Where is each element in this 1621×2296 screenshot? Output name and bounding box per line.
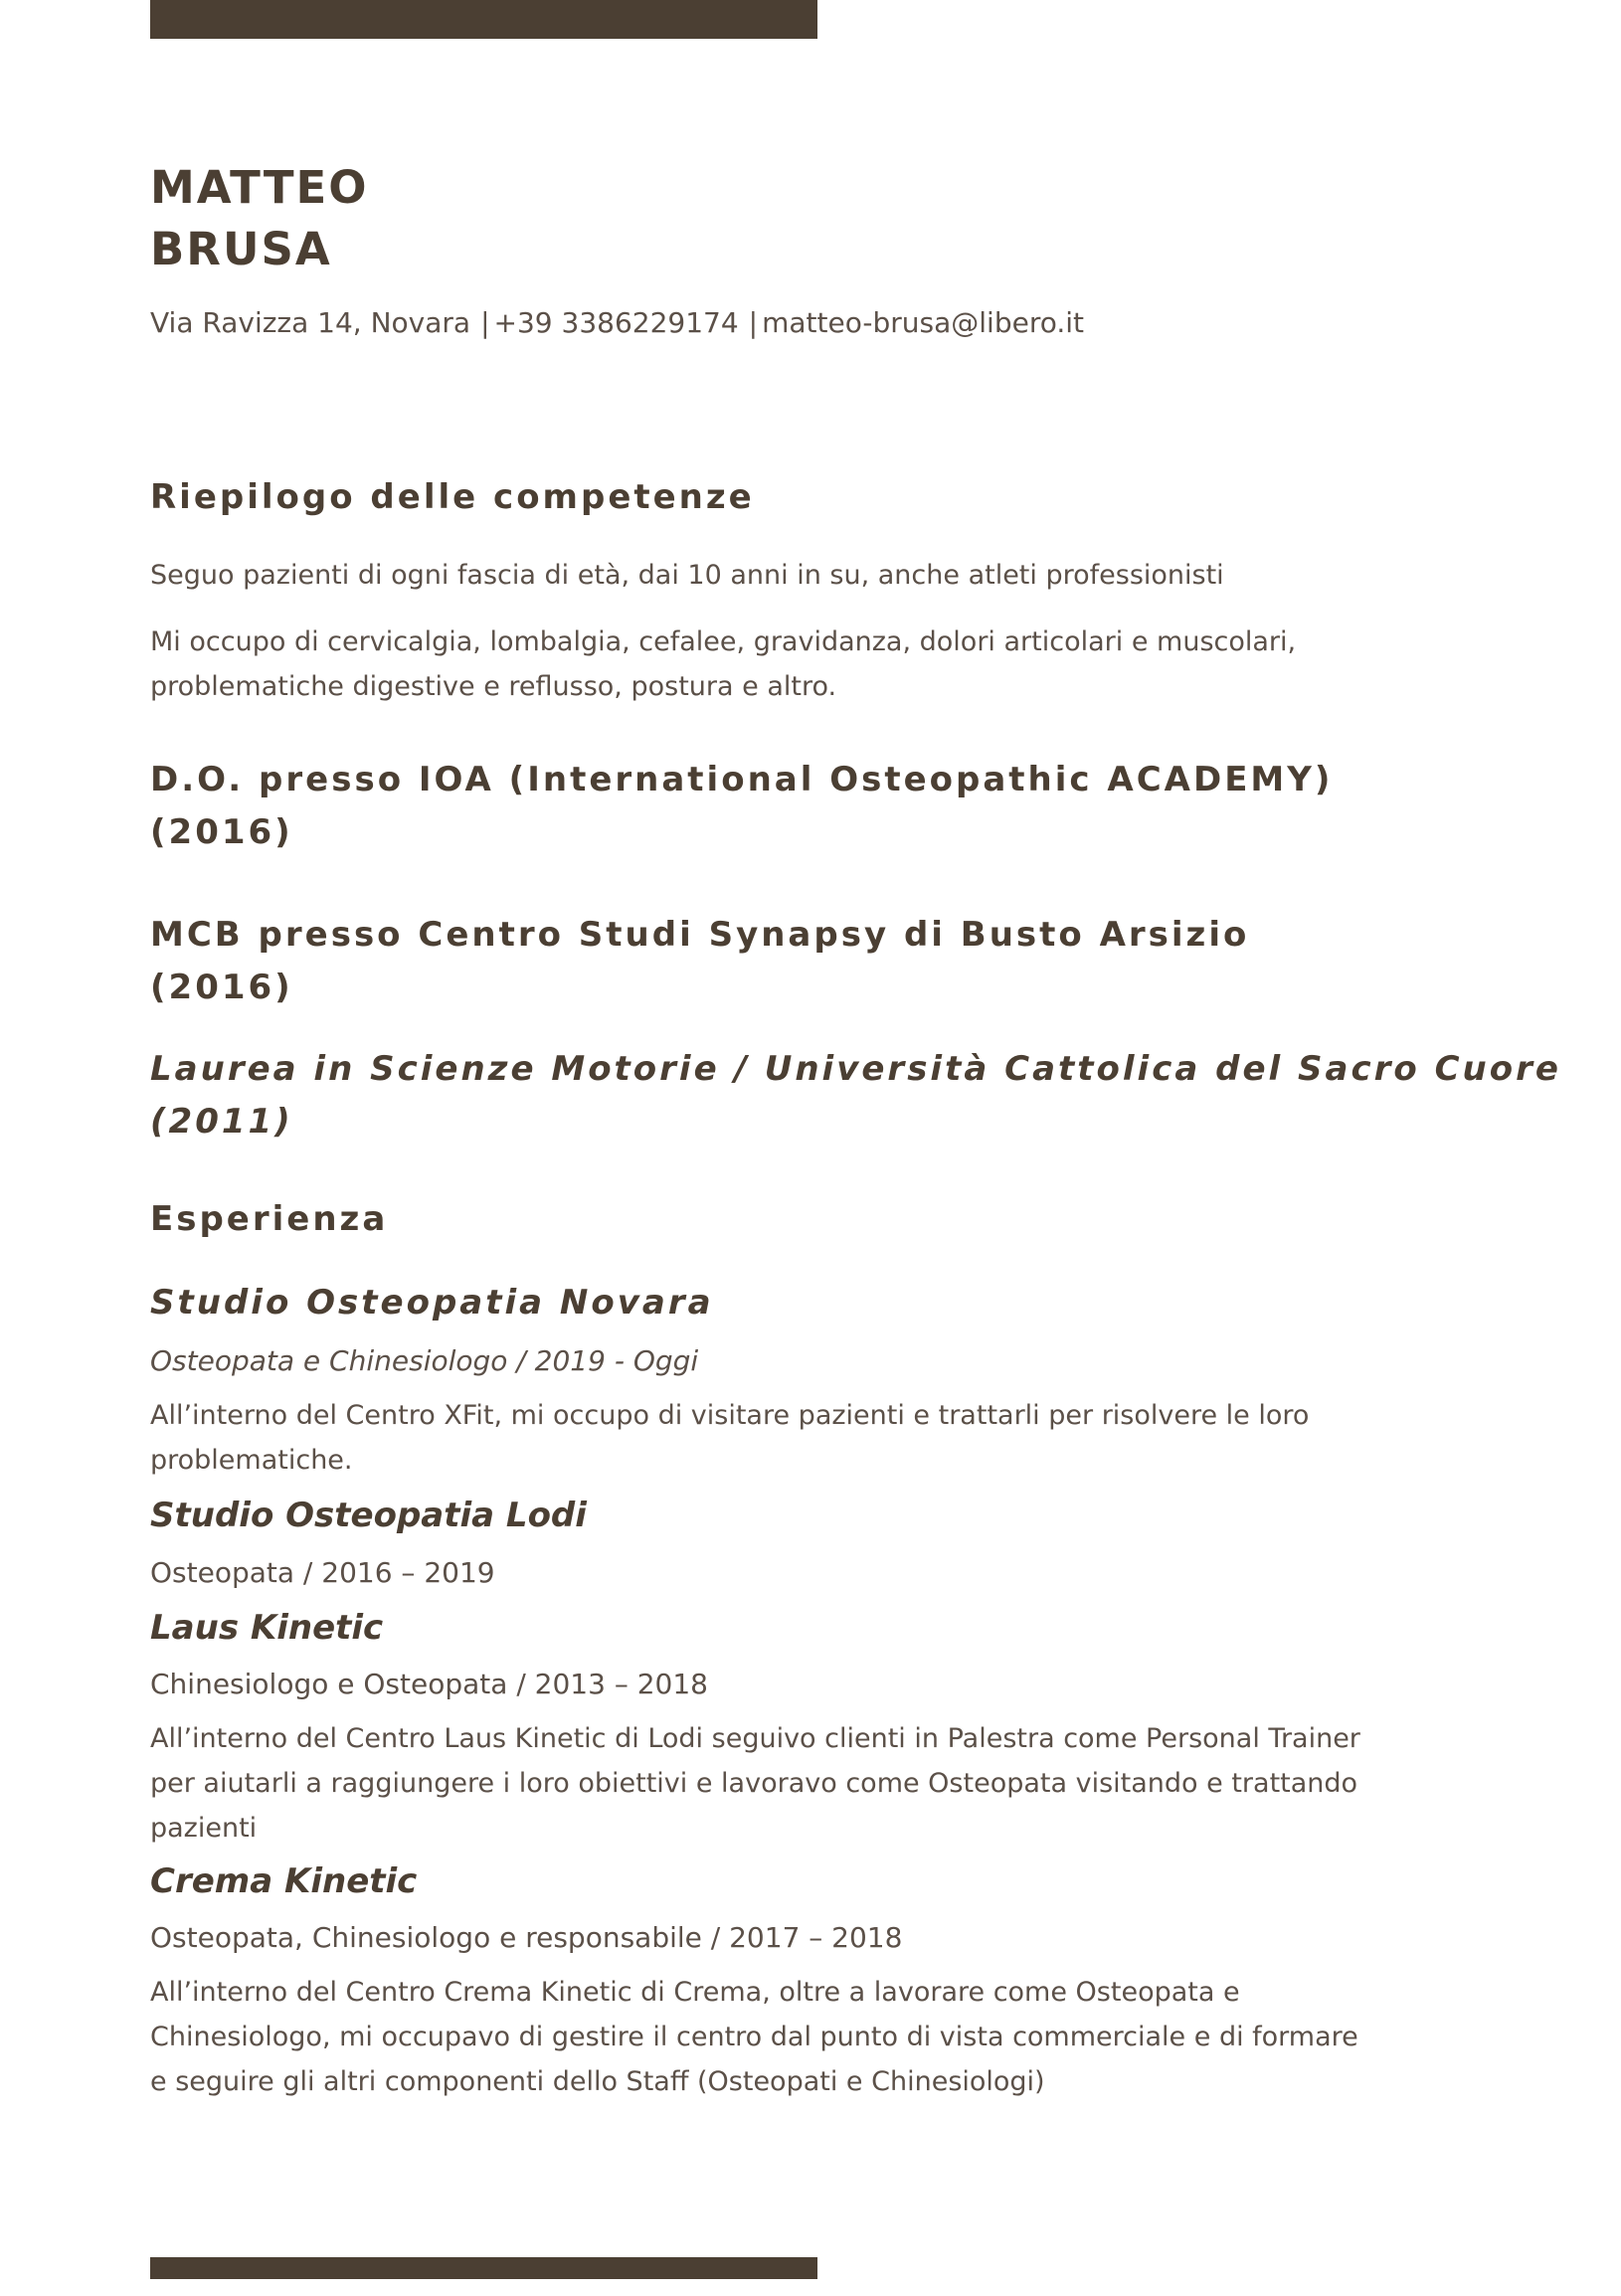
job-role: Osteopata e Chinesiologo / 2019 - Oggi	[150, 1344, 699, 1377]
text-line: problematiche digestive e reflusso, postura e altro.	[150, 671, 837, 702]
skills-paragraph	[150, 619, 1473, 709]
text-line: All’interno del Centro Laus Kinetic di Lodi seguivo clienti in Palestra come Personal Trainer	[150, 1723, 1360, 1754]
job-company: Crema Kinetic	[150, 1861, 418, 1901]
last-name: BRUSA	[150, 223, 332, 275]
email: matteo-brusa@libero.it	[762, 306, 1085, 339]
job-description	[150, 1970, 1473, 2104]
address: Via Ravizza 14, Novara	[150, 306, 471, 339]
skills-paragraph: Seguo pazienti di ogni fascia di età, dai 10 anni in su, anche atleti professionisti	[150, 560, 1224, 591]
skills-section-title: Riepilogo delle competenze	[150, 477, 755, 517]
text-line: Mi occupo di cervicalgia, lombalgia, cefalee, gravidanza, dolori articolari e muscolari,	[150, 626, 1297, 657]
separator: |	[748, 306, 759, 339]
separator: |	[480, 306, 490, 339]
text-line: per aiutarli a raggiungere i loro obiettivi e lavoravo come Osteopata visitando e trattando	[150, 1768, 1358, 1799]
education-title: MCB presso Centro Studi Synapsy di Busto Arsizio	[150, 915, 1250, 955]
education-item	[150, 909, 1249, 1014]
text-line: All’interno del Centro XFit, mi occupo di visitare pazienti e trattarli per risolvere le loro	[150, 1400, 1310, 1431]
job-company: Studio Osteopatia Novara	[150, 1283, 714, 1323]
education-year: (2016)	[150, 812, 293, 852]
education-item	[150, 1043, 1561, 1148]
job-role: Osteopata, Chinesiologo e responsabile / 2017 – 2018	[150, 1921, 903, 1954]
bottom-decorative-bar	[150, 2257, 817, 2279]
experience-section-title: Esperienza	[150, 1199, 389, 1239]
candidate-name	[150, 157, 369, 280]
education-title: D.O. presso IOA (International Osteopathic ACADEMY)	[150, 760, 1334, 799]
contact-line	[150, 306, 1084, 339]
education-year: (2011)	[150, 1102, 293, 1142]
phone: +39 3386229174	[493, 306, 739, 339]
job-company: Laus Kinetic	[150, 1608, 384, 1648]
text-line: e seguire gli altri componenti dello Staff (Osteopati e Chinesiologi)	[150, 2066, 1045, 2097]
text-line: Chinesiologo, mi occupavo di gestire il centro dal punto di vista commerciale e di formare	[150, 2022, 1358, 2052]
job-role: Osteopata / 2016 – 2019	[150, 1556, 495, 1589]
job-description	[150, 1393, 1473, 1483]
text-line: pazienti	[150, 1813, 258, 1844]
job-description	[150, 1716, 1473, 1851]
top-decorative-bar	[150, 0, 817, 39]
education-year: (2016)	[150, 968, 293, 1007]
text-line: problematiche.	[150, 1445, 353, 1476]
education-item	[150, 754, 1333, 859]
education-title: Laurea in Scienze Motorie / Università Cattolica del Sacro Cuore	[150, 1049, 1561, 1089]
first-name: MATTEO	[150, 161, 369, 214]
job-company: Studio Osteopatia Lodi	[150, 1496, 587, 1535]
job-role: Chinesiologo e Osteopata / 2013 – 2018	[150, 1668, 708, 1700]
text-line: All’interno del Centro Crema Kinetic di Crema, oltre a lavorare come Osteopata e	[150, 1977, 1240, 2008]
